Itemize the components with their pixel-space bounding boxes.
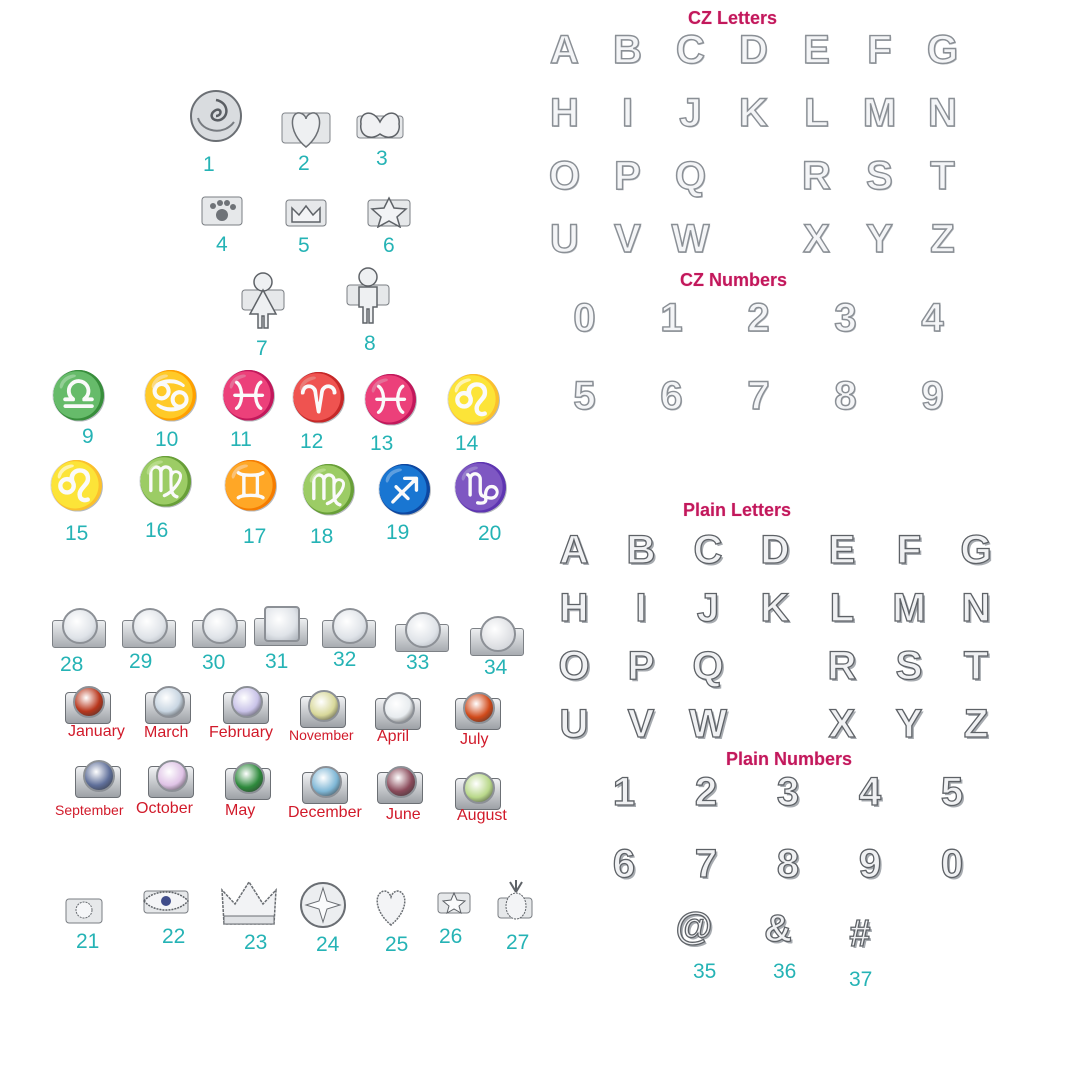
birthstone-mar: [153, 686, 185, 718]
evil-eye-charm: [140, 885, 192, 917]
plain-letter-c: C: [693, 528, 723, 572]
star-charm: [366, 196, 412, 228]
birthstone-nov: [308, 690, 340, 722]
plain-letter-k: K: [760, 586, 790, 630]
month-march: March: [144, 724, 189, 741]
month-august: August: [457, 807, 507, 824]
plain-number-4: 4: [858, 770, 882, 814]
plain-number-2: 2: [694, 770, 718, 814]
label-11: 11: [230, 428, 252, 451]
month-november: November: [289, 727, 354, 743]
cz-numbers-heading: CZ Numbers: [680, 270, 788, 290]
birthstone-jun: [385, 766, 417, 798]
boy-charm: [345, 265, 391, 325]
cz-letter-y: Y: [866, 217, 892, 261]
plain-letter-p: P: [627, 644, 655, 688]
birthstone-aug: [463, 772, 495, 804]
label-13: 13: [370, 432, 394, 455]
girl-charm: [240, 270, 286, 330]
small-star-charm: [436, 889, 472, 915]
plain-number-7: 7: [694, 842, 718, 886]
zodiac-charm-18: ♍: [300, 463, 357, 515]
month-june: June: [386, 806, 421, 823]
zodiac-charm-14: ♌: [445, 373, 502, 425]
rose-charm: [188, 88, 244, 144]
label-9: 9: [82, 425, 94, 448]
cz-number-8: 8: [834, 374, 856, 418]
cz-letter-a: A: [550, 28, 578, 72]
plain-letter-o: O: [558, 644, 590, 688]
plain-number-9: 9: [858, 842, 882, 886]
month-july: July: [460, 731, 489, 748]
plain-letter-b: B: [626, 528, 656, 572]
label-32: 32: [333, 648, 357, 671]
pineapple-charm: [496, 880, 534, 922]
cz-letter-t: T: [930, 154, 954, 198]
plain-letter-d: D: [760, 528, 790, 572]
stone-charm-32: [332, 608, 368, 644]
plain-letter-l: L: [829, 586, 855, 630]
label-5: 5: [298, 234, 310, 257]
birthstone-oct: [156, 760, 188, 792]
paw-charm: [200, 195, 244, 227]
cz-letter-w: W: [671, 217, 709, 261]
stone-charm-31: [264, 606, 300, 642]
birthstone-apr: [383, 692, 415, 724]
cz-number-1: 1: [660, 296, 682, 340]
cz-letter-u: U: [550, 217, 578, 261]
label-12: 12: [300, 430, 324, 453]
hash-charm: #: [849, 913, 871, 955]
month-january: January: [68, 723, 125, 740]
cz-letter-o: O: [548, 154, 580, 198]
zodiac-charm-20: ♑: [452, 461, 509, 513]
cz-letter-f: F: [867, 28, 891, 72]
plain-letter-h: H: [559, 586, 589, 630]
plain-letter-i: I: [635, 586, 647, 630]
birthstone-dec: [310, 766, 342, 798]
cz-letter-k: K: [739, 91, 767, 135]
zodiac-charm-13: ♓: [362, 373, 419, 425]
cz-number-4: 4: [921, 296, 943, 340]
cz-letter-b: B: [613, 28, 641, 72]
label-2: 2: [298, 152, 310, 175]
birthstone-jan: [73, 686, 105, 718]
cz-letter-p: P: [614, 154, 640, 198]
label-26: 26: [439, 925, 463, 948]
plain-letters-heading: Plain Letters: [683, 500, 792, 520]
zodiac-charm-15: ♌: [48, 459, 105, 511]
plain-letter-v: V: [627, 702, 655, 746]
label-10: 10: [155, 428, 179, 451]
plain-letter-t: T: [963, 644, 989, 688]
cz-letter-d: D: [739, 28, 767, 72]
label-20: 20: [478, 522, 502, 545]
zodiac-charm-16: ♍: [137, 455, 194, 507]
plain-letter-a: A: [559, 528, 589, 572]
birthstone-jul: [463, 692, 495, 724]
plain-number-3: 3: [776, 770, 800, 814]
plain-number-5: 5: [940, 770, 964, 814]
plain-letter-j: J: [696, 586, 720, 630]
cz-letter-g: G: [926, 28, 958, 72]
label-23: 23: [244, 931, 268, 954]
month-may: May: [225, 802, 256, 819]
compass-charm: [298, 880, 348, 930]
birthstone-feb: [231, 686, 263, 718]
zodiac-charm-12: ♈: [290, 371, 347, 423]
month-april: April: [377, 728, 410, 745]
cz-letter-e: E: [803, 28, 829, 72]
cz-letter-c: C: [676, 28, 704, 72]
birthstone-may: [233, 762, 265, 794]
zodiac-charm-11: ♓: [220, 369, 277, 421]
cz-letter-h: H: [550, 91, 578, 135]
plain-letter-s: S: [895, 644, 923, 688]
label-14: 14: [455, 432, 479, 455]
cz-heart-charm: [372, 887, 410, 927]
label-7: 7: [256, 337, 268, 360]
label-28: 28: [60, 653, 84, 676]
cz-number-5: 5: [573, 374, 595, 418]
plain-numbers-heading: Plain Numbers: [726, 749, 853, 769]
plain-number-0: 0: [940, 842, 964, 886]
zodiac-charm-19: ♐: [376, 463, 433, 515]
month-december: December: [288, 804, 362, 821]
stone-charm-33: [405, 612, 441, 648]
plain-letter-x: X: [828, 702, 856, 746]
label-37: 37: [849, 968, 873, 991]
cz-letter-z: Z: [930, 217, 954, 261]
label-16: 16: [145, 519, 169, 542]
label-17: 17: [243, 525, 267, 548]
plain-letter-n: N: [961, 586, 991, 630]
zodiac-charm-9: ♎: [50, 369, 107, 421]
cz-letter-i: I: [621, 91, 633, 135]
label-3: 3: [376, 147, 388, 170]
label-30: 30: [202, 651, 226, 674]
plain-letter-u: U: [559, 702, 589, 746]
cz-letter-j: J: [679, 91, 701, 135]
cz-number-0: 0: [573, 296, 595, 340]
plain-letter-z: Z: [963, 702, 989, 746]
cz-letter-r: R: [802, 154, 830, 198]
cz-crown-charm: [218, 878, 280, 928]
label-4: 4: [216, 233, 228, 256]
stone-charm-29: [132, 608, 168, 644]
cz-letter-s: S: [866, 154, 892, 198]
plain-number-1: 1: [612, 770, 636, 814]
crown-charm: [284, 198, 328, 228]
plain-letter-y: Y: [895, 702, 923, 746]
plain-letter-g: G: [960, 528, 992, 572]
cz-letter-x: X: [803, 217, 829, 261]
label-6: 6: [383, 234, 395, 257]
label-21: 21: [76, 930, 100, 953]
birthstone-sep: [83, 760, 115, 792]
plain-letter-r: R: [827, 644, 857, 688]
label-18: 18: [310, 525, 334, 548]
label-27: 27: [506, 931, 530, 954]
label-24: 24: [316, 933, 340, 956]
label-19: 19: [386, 521, 410, 544]
plain-letter-w: W: [689, 702, 727, 746]
label-36: 36: [773, 960, 797, 983]
plain-letter-m: M: [892, 586, 926, 630]
plain-number-8: 8: [776, 842, 800, 886]
stone-charm-28: [62, 608, 98, 644]
cz-number-6: 6: [660, 374, 682, 418]
cz-number-2: 2: [747, 296, 769, 340]
zodiac-charm-17: ♊: [222, 459, 279, 511]
cz-letters-heading: CZ Letters: [688, 8, 778, 28]
at-symbol-charm: @: [675, 906, 713, 948]
zodiac-charm-10: ♋: [142, 369, 199, 421]
label-34: 34: [484, 656, 508, 679]
label-33: 33: [406, 651, 430, 674]
label-29: 29: [129, 650, 153, 673]
label-31: 31: [265, 650, 289, 673]
heart-charm: [280, 105, 332, 151]
cz-letter-v: V: [614, 217, 640, 261]
label-8: 8: [364, 332, 376, 355]
label-25: 25: [385, 933, 409, 956]
cz-letter-q: Q: [674, 154, 706, 198]
cz-letter-n: N: [928, 91, 956, 135]
label-1: 1: [203, 153, 215, 176]
cz-number-3: 3: [834, 296, 856, 340]
cz-number-9: 9: [921, 374, 943, 418]
label-15: 15: [65, 522, 89, 545]
month-february: February: [209, 724, 274, 741]
month-october: October: [136, 800, 193, 817]
plain-letter-e: E: [828, 528, 856, 572]
label-35: 35: [693, 960, 717, 983]
plain-number-6: 6: [612, 842, 636, 886]
butterfly-charm: [355, 104, 405, 146]
cz-letter-m: M: [862, 91, 896, 135]
lotus-charm: [64, 895, 104, 925]
plain-letter-q: Q: [692, 644, 724, 688]
month-september: September: [55, 802, 124, 818]
cz-letter-l: L: [804, 91, 828, 135]
stone-charm-34: [480, 616, 516, 652]
ampersand-charm: &: [764, 908, 792, 950]
plain-letter-f: F: [896, 528, 922, 572]
stone-charm-30: [202, 608, 238, 644]
cz-number-7: 7: [747, 374, 769, 418]
label-22: 22: [162, 925, 186, 948]
